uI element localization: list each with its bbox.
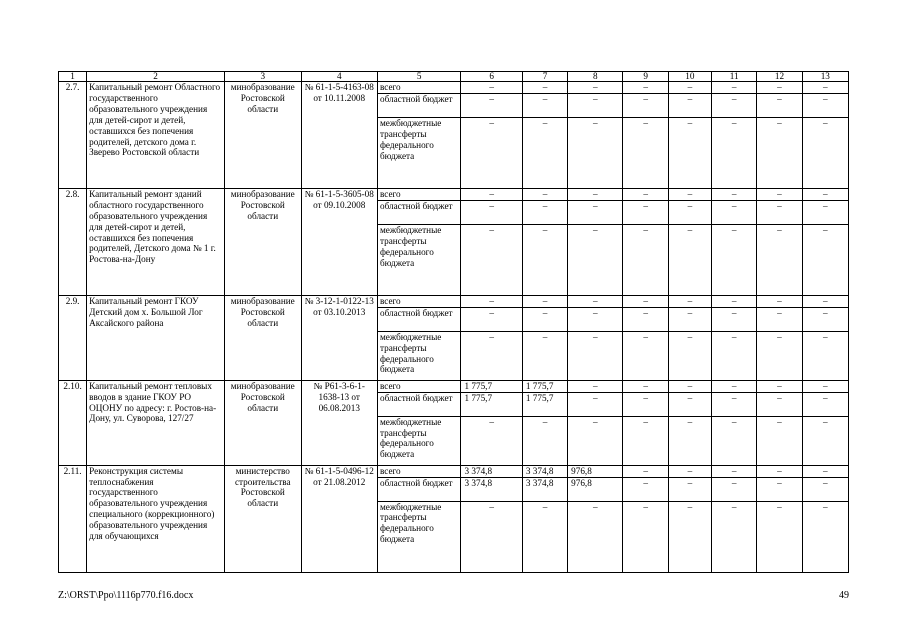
value-cell: – — [522, 416, 567, 465]
value-cell: – — [802, 465, 848, 477]
table-row — [59, 82, 849, 94]
value-cell: 3 374,8 — [461, 465, 522, 477]
value-cell: – — [712, 82, 757, 94]
customer: минобразование Ростовской области — [225, 295, 301, 380]
value-cell: – — [568, 93, 623, 117]
funding-source-label: межбюджетные трансферты федерального бюджета — [377, 331, 461, 380]
value-cell: 1 775,7 — [461, 392, 522, 416]
col-header: 9 — [623, 72, 668, 82]
value-cell: – — [802, 331, 848, 380]
value-cell: – — [757, 188, 802, 200]
value-cell: – — [668, 307, 711, 331]
value-cell: – — [757, 477, 802, 501]
value-cell: – — [712, 117, 757, 188]
value-cell: – — [757, 117, 802, 188]
value-cell: – — [623, 307, 668, 331]
col-header: 1 — [59, 72, 87, 82]
col-header: 3 — [225, 72, 301, 82]
value-cell: – — [522, 295, 567, 307]
value-cell: – — [461, 188, 522, 200]
value-cell: – — [712, 477, 757, 501]
value-cell: – — [668, 93, 711, 117]
value-cell: – — [712, 307, 757, 331]
value-cell: – — [522, 307, 567, 331]
value-cell: – — [757, 465, 802, 477]
value-cell: – — [568, 200, 623, 224]
value-cell: – — [802, 93, 848, 117]
item-number: 2.11. — [59, 465, 87, 572]
col-header: 4 — [301, 72, 377, 82]
value-cell: – — [802, 501, 848, 572]
item-name: Капитальный ремонт Областного государственного образовательного учреждения для детей-сирот и детей, оставшихся без попечения родителей, детского дома г. Зверево Ростовской области — [87, 82, 225, 189]
value-cell: 1 775,7 — [522, 380, 567, 392]
value-cell: – — [668, 82, 711, 94]
value-cell: – — [522, 93, 567, 117]
value-cell: – — [802, 188, 848, 200]
funding-source-label: областной бюджет — [377, 93, 461, 117]
value-cell: – — [623, 380, 668, 392]
value-cell: – — [668, 295, 711, 307]
value-cell: – — [802, 380, 848, 392]
doc-reference: № 61-1-5-3605-08 от 09.10.2008 — [301, 188, 377, 295]
value-cell: – — [712, 465, 757, 477]
value-cell: – — [623, 93, 668, 117]
value-cell: – — [802, 295, 848, 307]
footer-file-path: Z:\ORST\Ppo\1116p770.f16.docx — [58, 590, 194, 601]
value-cell: – — [568, 295, 623, 307]
funding-source-label: всего — [377, 188, 461, 200]
value-cell: – — [623, 224, 668, 295]
value-cell: – — [623, 465, 668, 477]
value-cell: – — [802, 477, 848, 501]
value-cell: – — [623, 82, 668, 94]
funding-source-label: областной бюджет — [377, 477, 461, 501]
item-name: Реконструкция системы теплоснабжения государственного образовательного учреждения специального (коррекционного) образовательного учреждения для обучающихся — [87, 465, 225, 572]
value-cell: – — [668, 380, 711, 392]
item-name: Капитальный ремонт тепловых вводов в здание ГКОУ РО ОЦОНУ по адресу: г. Ростов-на-Дону, ул. Суворова, 127/27 — [87, 380, 225, 465]
value-cell: – — [568, 307, 623, 331]
value-cell: – — [712, 93, 757, 117]
value-cell: – — [668, 465, 711, 477]
value-cell: – — [623, 416, 668, 465]
value-cell: – — [712, 380, 757, 392]
program-table — [58, 71, 849, 573]
value-cell: 976,8 — [568, 477, 623, 501]
value-cell: – — [757, 380, 802, 392]
value-cell: – — [568, 82, 623, 94]
funding-source-label: межбюджетные трансферты федерального бюджета — [377, 224, 461, 295]
value-cell: – — [668, 224, 711, 295]
doc-reference: № Р61-3-6-1-1638-13 от 06.08.2013 — [301, 380, 377, 465]
value-cell: – — [668, 416, 711, 465]
col-header: 12 — [757, 72, 802, 82]
funding-source-label: всего — [377, 380, 461, 392]
col-header: 2 — [87, 72, 225, 82]
value-cell: – — [461, 295, 522, 307]
funding-source-label: межбюджетные трансферты федерального бюджета — [377, 117, 461, 188]
item-name: Капитальный ремонт зданий областного государственного образовательного учреждения для детей-сирот и детей, оставшихся без попечения родителей, Детского дома № 1 г. Ростова-на-Дону — [87, 188, 225, 295]
value-cell: – — [461, 224, 522, 295]
value-cell: – — [522, 200, 567, 224]
item-name: Капитальный ремонт ГКОУ Детский дом х. Большой Лог Аксайского района — [87, 295, 225, 380]
value-cell: – — [623, 200, 668, 224]
value-cell: – — [712, 188, 757, 200]
funding-source-label: межбюджетные трансферты федерального бюджета — [377, 416, 461, 465]
value-cell: – — [712, 416, 757, 465]
value-cell: – — [568, 188, 623, 200]
value-cell: – — [522, 224, 567, 295]
value-cell: – — [668, 392, 711, 416]
funding-source-label: всего — [377, 465, 461, 477]
value-cell: – — [623, 331, 668, 380]
value-cell: – — [461, 117, 522, 188]
value-cell: 1 775,7 — [522, 392, 567, 416]
value-cell: – — [802, 117, 848, 188]
value-cell: – — [802, 200, 848, 224]
column-number-row — [59, 72, 849, 82]
value-cell: – — [522, 117, 567, 188]
value-cell: – — [623, 477, 668, 501]
table-row — [59, 465, 849, 477]
value-cell: – — [757, 93, 802, 117]
value-cell: – — [623, 501, 668, 572]
table-row — [59, 188, 849, 200]
value-cell: – — [568, 416, 623, 465]
value-cell: – — [568, 392, 623, 416]
value-cell: – — [802, 416, 848, 465]
value-cell: – — [712, 224, 757, 295]
item-number: 2.9. — [59, 295, 87, 380]
value-cell: – — [802, 392, 848, 416]
value-cell: – — [668, 117, 711, 188]
value-cell: – — [461, 200, 522, 224]
value-cell: – — [623, 188, 668, 200]
funding-source-label: областной бюджет — [377, 200, 461, 224]
value-cell: 3 374,8 — [522, 465, 567, 477]
value-cell: – — [461, 331, 522, 380]
item-number: 2.10. — [59, 380, 87, 465]
value-cell: – — [712, 392, 757, 416]
value-cell: – — [668, 501, 711, 572]
value-cell: – — [668, 477, 711, 501]
customer: минобразование Ростовской области — [225, 188, 301, 295]
customer: минобразование Ростовской области — [225, 82, 301, 189]
customer: министерство строительства Ростовской области — [225, 465, 301, 572]
value-cell: – — [757, 224, 802, 295]
value-cell: – — [461, 501, 522, 572]
value-cell: – — [568, 331, 623, 380]
funding-source-label: областной бюджет — [377, 307, 461, 331]
value-cell: 976,8 — [568, 465, 623, 477]
value-cell: – — [568, 117, 623, 188]
doc-reference: № 61-1-5-4163-08 от 10.11.2008 — [301, 82, 377, 189]
col-header: 7 — [522, 72, 567, 82]
value-cell: – — [623, 117, 668, 188]
funding-source-label: всего — [377, 82, 461, 94]
value-cell: – — [623, 295, 668, 307]
value-cell: – — [757, 295, 802, 307]
table-row — [59, 380, 849, 392]
value-cell: – — [757, 392, 802, 416]
value-cell: – — [568, 501, 623, 572]
doc-reference: № 3-12-1-0122-13 от 03.10.2013 — [301, 295, 377, 380]
value-cell: – — [522, 501, 567, 572]
value-cell: – — [522, 82, 567, 94]
value-cell: – — [802, 307, 848, 331]
value-cell: 1 775,7 — [461, 380, 522, 392]
value-cell: – — [712, 295, 757, 307]
doc-reference: № 61-1-5-0496-12 от 21.08.2012 — [301, 465, 377, 572]
value-cell: – — [757, 501, 802, 572]
value-cell: – — [668, 331, 711, 380]
value-cell: 3 374,8 — [522, 477, 567, 501]
col-header: 13 — [802, 72, 848, 82]
table-row — [59, 295, 849, 307]
funding-source-label: всего — [377, 295, 461, 307]
value-cell: – — [757, 307, 802, 331]
value-cell: – — [522, 188, 567, 200]
value-cell: – — [802, 224, 848, 295]
value-cell: – — [461, 416, 522, 465]
item-number: 2.8. — [59, 188, 87, 295]
col-header: 6 — [461, 72, 522, 82]
page-number: 49 — [839, 590, 849, 601]
value-cell: – — [712, 501, 757, 572]
col-header: 11 — [712, 72, 757, 82]
value-cell: – — [568, 380, 623, 392]
value-cell: – — [757, 200, 802, 224]
col-header: 8 — [568, 72, 623, 82]
value-cell: – — [568, 224, 623, 295]
customer: минобразование Ростовской области — [225, 380, 301, 465]
value-cell: – — [712, 200, 757, 224]
value-cell: – — [802, 82, 848, 94]
value-cell: – — [668, 188, 711, 200]
col-header: 5 — [377, 72, 461, 82]
funding-source-label: межбюджетные трансферты федерального бюджета — [377, 501, 461, 572]
value-cell: – — [522, 331, 567, 380]
value-cell: 3 374,8 — [461, 477, 522, 501]
value-cell: – — [757, 331, 802, 380]
col-header: 10 — [668, 72, 711, 82]
item-number: 2.7. — [59, 82, 87, 189]
value-cell: – — [757, 416, 802, 465]
value-cell: – — [668, 200, 711, 224]
funding-source-label: областной бюджет — [377, 392, 461, 416]
value-cell: – — [623, 392, 668, 416]
value-cell: – — [757, 82, 802, 94]
value-cell: – — [461, 82, 522, 94]
value-cell: – — [461, 307, 522, 331]
value-cell: – — [712, 331, 757, 380]
value-cell: – — [461, 93, 522, 117]
